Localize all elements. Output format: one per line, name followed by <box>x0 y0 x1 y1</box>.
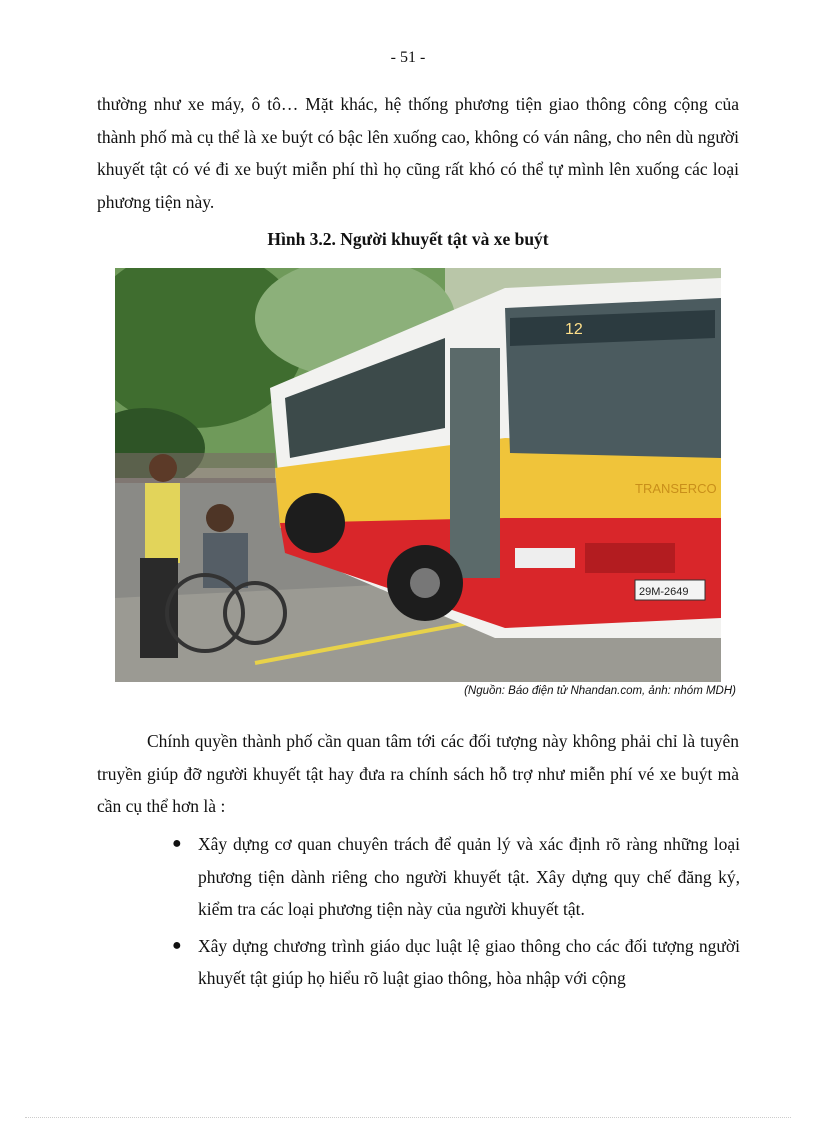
bullet-icon: ● <box>172 835 182 852</box>
bus-grille <box>585 543 675 573</box>
person-leg-left <box>140 558 160 658</box>
figure-caption: (Nguồn: Báo điện tử Nhandan.com, ảnh: nhóm MDH) <box>464 685 736 697</box>
bullet-list <box>170 828 740 999</box>
distant-traffic <box>115 453 275 483</box>
page-number: - 51 - <box>390 49 426 66</box>
bullet-item <box>170 828 740 926</box>
bus-headlight <box>515 548 575 568</box>
body-paragraph-2: Chính quyền thành phố cần quan tâm tới các đối tượng này không phải chỉ là tuyên truyền giúp đỡ người khuyết tật hay đưa ra chính sách hỗ trợ như miễn phí vé xe buýt mà cần cụ thể hơn là : <box>97 731 739 816</box>
bus-wheelchair-photo <box>115 268 721 682</box>
bullet-item <box>170 930 740 995</box>
person-shirt <box>145 483 180 563</box>
bus-door <box>450 348 500 578</box>
figure-photo <box>115 268 721 682</box>
person-head <box>149 454 177 482</box>
bullet-text: Xây dựng cơ quan chuyên trách để quản lý và xác định rõ ràng những loại phương tiện dành riêng cho người khuyết tật. Xây dựng quy chế đăng ký, kiểm tra các loại phương tiện này của người khuyết tật. <box>198 834 740 919</box>
bus-brand: TRANSERCO <box>635 481 717 496</box>
bus-rear-wheel <box>285 493 345 553</box>
bullet-text: Xây dựng chương trình giáo dục luật lệ giao thông cho các đối tượng người khuyết tật giúp họ hiểu rõ luật giao thông, hòa nhập với cộng <box>198 935 740 988</box>
bus-plate-text: 29M-2649 <box>639 586 689 598</box>
bus-hubcap <box>410 568 440 598</box>
wheelchair-user-head <box>206 504 234 532</box>
bullet-icon: ● <box>172 936 182 954</box>
body-paragraph-1: thường như xe máy, ô tô… Mặt khác, hệ thống phương tiện giao thông công cộng của thành phố mà cụ thể là xe buýt có bậc lên xuống cao, không có ván nâng, cho nên dù người khuyết tật có vé đi xe buýt miễn phí thì họ cũng rất khó có thể tự mình lên xuống các loại phương tiện này. <box>97 94 739 212</box>
figure-title: Hình 3.2. Người khuyết tật và xe buýt <box>267 229 549 249</box>
bus-route-number: 12 <box>565 321 583 338</box>
page-bottom-rule <box>25 1117 791 1118</box>
